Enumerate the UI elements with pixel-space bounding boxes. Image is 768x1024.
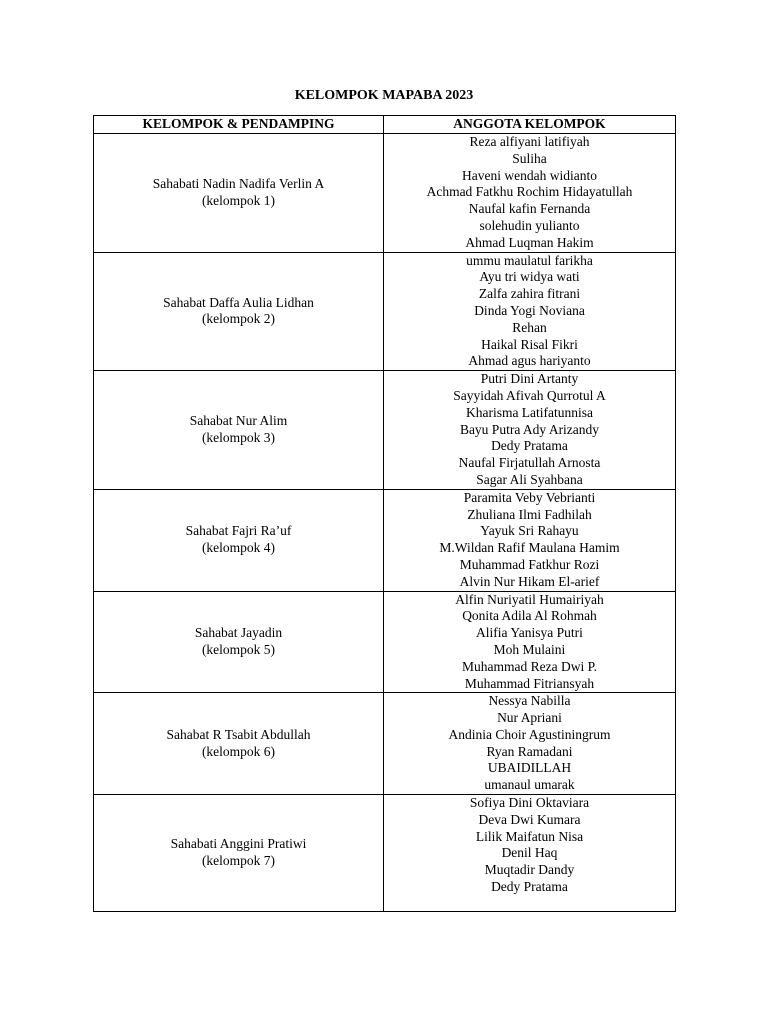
member-name: Zalfa zahira fitrani [478,286,581,302]
member-name: Haveni wendah widianto [462,167,597,183]
group-number: (kelompok 5) [201,641,276,657]
group-leader-cell [94,591,384,693]
member-name: Moh Mulaini [493,641,566,657]
member-name: Qonita Adila Al Rohmah [462,608,597,624]
leader-name: Sahabat R Tsabit Abdullah [166,726,311,742]
member-name: Reza alfiyani latifiyah [469,134,590,149]
table-row [94,252,676,371]
member-name: Naufal Firjatullah Arnosta [458,455,601,471]
member-name: Alfin Nuriyatil Humairiyah [455,591,604,607]
member-name: Zhuliana Ilmi Fadhilah [467,506,592,522]
member-name: M.Wildan Rafif Maulana Hamim [439,540,620,556]
member-name: Achmad Fatkhu Rochim Hidayatullah [426,184,633,200]
member-name: Nessya Nabilla [488,693,571,709]
table-row [94,693,676,795]
header-group-leader: KELOMPOK & PENDAMPING [94,116,384,134]
leader-name: Sahabati Nadin Nadifa Verlin A [152,175,325,191]
document-title: KELOMPOK MAPABA 2023 [294,88,474,103]
group-number: (kelompok 2) [201,311,276,327]
members-cell [384,693,676,795]
member-name: UBAIDILLAH [487,760,572,776]
member-name: Andinia Choir Agustiningrum [448,726,611,742]
leader-name: Sahabat Daffa Aulia Lidhan [163,294,314,310]
members-cell [384,489,676,591]
table-header-row [94,116,676,134]
member-name: Paramita Veby Vebrianti [463,489,596,505]
member-name: Yayuk Sri Rahayu [480,523,579,539]
group-number: (kelompok 4) [201,540,276,556]
group-number: (kelompok 7) [201,853,276,869]
member-name: Dedy Pratama [491,438,568,454]
member-name: Dinda Yogi Noviana [474,302,585,318]
member-name: Ayu tri widya wati [479,269,580,285]
group-leader-cell [94,489,384,591]
member-name: Deva Dwi Kumara [478,811,581,827]
table-body [94,134,676,912]
leader-name: Sahabat Fajri Ra’uf [185,523,292,539]
member-name: Kharisma Latifatunnisa [465,404,594,420]
leader-name: Sahabat Jayadin [194,625,283,641]
member-name: Ahmad Luqman Hakim [465,234,594,250]
group-leader-cell [94,795,384,912]
member-name: Haikal Risal Fikri [481,336,578,352]
member-name: Ryan Ramadani [486,743,573,759]
member-name: Muhammad Reza Dwi P. [462,658,597,674]
member-name: Denil Haq [501,845,558,861]
group-leader-cell [94,134,384,253]
groups-table [93,115,676,912]
table-row [94,795,676,912]
member-name: Muqtadir Dandy [484,862,575,878]
member-name: Alvin Nur Hikam El-arief [459,573,600,589]
member-name: solehudin yulianto [479,217,580,233]
member-name: Nur Apriani [497,710,562,726]
member-name: Sagar Ali Syahbana [476,471,583,487]
member-name: Muhammad Fitriansyah [464,675,595,691]
group-leader-cell [94,252,384,371]
group-number: (kelompok 6) [201,743,276,759]
members-cell [384,134,676,253]
members-cell [384,252,676,371]
member-name: Suliha [512,150,547,166]
header-members: ANGGOTA KELOMPOK [384,116,676,134]
member-name: Sayyidah Afivah Qurrotul A [453,387,606,403]
member-name: Putri Dini Artanty [480,371,579,387]
group-number: (kelompok 1) [201,192,276,208]
leader-name: Sahabat Nur Alim [189,413,288,429]
members-cell [384,591,676,693]
member-name: Lilik Maifatun Nisa [475,828,584,844]
member-name: Naufal kafin Fernanda [468,201,591,217]
table-row [94,489,676,591]
table-row [94,371,676,490]
members-cell [384,795,676,912]
group-leader-cell [94,371,384,490]
member-name: Alifia Yanisya Putri [476,625,583,641]
leader-name: Sahabati Anggini Pratiwi [170,836,307,852]
group-leader-cell [94,693,384,795]
member-name: Muhammad Fatkhur Rozi [459,556,600,572]
members-cell [384,371,676,490]
table-row [94,134,676,253]
member-name: Ahmad agus hariyanto [468,353,591,369]
member-name: Bayu Putra Ady Arizandy [459,421,600,437]
member-name: Dedy Pratama [491,879,568,895]
table-row [94,591,676,693]
member-name: umanaul umarak [484,777,575,793]
member-name: Sofiya Dini Oktaviara [469,795,590,811]
member-name: Rehan [512,319,547,335]
group-number: (kelompok 3) [201,429,276,445]
member-name: ummu maulatul farikha [466,252,593,268]
